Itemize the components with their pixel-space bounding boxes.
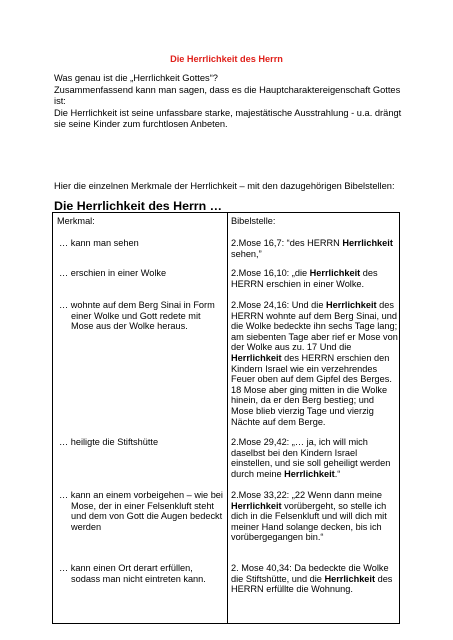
feature-cell: [59, 268, 223, 279]
section-heading: Die Herrlichkeit des Herrn …: [54, 199, 223, 213]
reference-text: .“: [334, 468, 341, 479]
reference-emphasis: Herrlichkeit: [231, 352, 282, 363]
feature-cell: [59, 300, 223, 332]
reference-emphasis: Herrlichkeit: [324, 573, 376, 584]
reference-text: 2. Mose 40,34: Da bedeckte die Wolke die Stiftshütte, und die: [231, 563, 389, 584]
features-table: [52, 212, 400, 624]
feature-cell: [59, 437, 223, 448]
reference-cell: [231, 300, 399, 427]
intro-question: Was genau ist die „Herrlichkeit Gottes“?: [54, 73, 218, 83]
reference-emphasis: Herrlichkeit: [284, 468, 335, 479]
reference-text: des HERRN erschien den Kindern Israel wie ein verzehrendes Feuer oben auf dem Gipfel des Berges. 18 Mose aber ging mitten in die Wolke hinein, da er den Berg bestieg; und Mose blieb vierzig Tage und vierzig Nächte auf dem Berge.: [231, 352, 392, 427]
feature-text: … kann an einem vorbeigehen – wie bei Mose, der in einer Felsenkluft steht und dem von Gott die Augen bedeckt werden: [59, 490, 223, 532]
intro-paragraph: [54, 73, 414, 131]
page-title: Die Herrlichkeit des Herrn: [170, 54, 283, 64]
reference-text: 2.Mose 16,7: “des HERRN: [231, 238, 343, 248]
intro-summary: Zusammenfassend kann man sagen, dass es die Hauptcharaktereigenschaft Gottes ist:: [54, 84, 401, 107]
header-bibelstelle: Bibelstelle:: [231, 216, 276, 226]
reference-emphasis: Herrlichkeit: [309, 268, 361, 278]
reference-cell: [231, 563, 399, 595]
column-divider: [227, 213, 228, 623]
feature-text: … erschien in einer Wolke: [59, 268, 167, 278]
feature-text: … kann einen Ort derart erfüllen, sodass man nicht eintreten kann.: [59, 563, 206, 584]
feature-cell: [59, 563, 223, 584]
header-merkmal: Merkmal:: [57, 216, 95, 226]
reference-cell: [231, 238, 399, 259]
feature-text: … wohnte auf dem Berg Sinai in Form einer Wolke und Gott redete mit Mose aus der Wolke heraus.: [59, 300, 215, 332]
reference-text: vorübergeht, so stelle ich dich in die Felsenkluft und will dich mit meiner Hand solange decken, bis ich vorübergegangen bin.“: [231, 500, 387, 543]
reference-cell: [231, 437, 399, 479]
reference-text: des HERRN erfüllte die Wohnung.: [231, 573, 393, 595]
reference-text: 2.Mose 29,42: „… ja, ich will mich daselbst bei den Kindern Israel einstellen, und sie soll geheiligt werden durch meine: [231, 437, 391, 479]
reference-text: 2.Mose 16,10: „die: [231, 268, 310, 278]
feature-cell: [59, 490, 223, 532]
reference-emphasis: Herrlichkeit: [231, 500, 282, 511]
reference-text: des HERRN erschien in einer Wolke.: [231, 268, 378, 289]
reference-emphasis: Herrlichkeit: [342, 238, 393, 248]
intro-definition: Die Herrlichkeit ist seine unfassbare starke, majestätische Ausstrahlung - u.a. drängt sie seine Kinder zum furchtlosen Anbeten.: [54, 107, 402, 130]
reference-emphasis: Herrlichkeit: [326, 300, 377, 310]
feature-cell: [59, 238, 223, 249]
feature-text: … heiligte die Stiftshütte: [59, 437, 159, 447]
reference-text: sehen,”: [231, 248, 262, 259]
reference-text: 2.Mose 24,16: Und die: [231, 300, 326, 310]
reference-text: 2.Mose 33,22: „22 Wenn dann meine: [231, 490, 383, 500]
reference-cell: [231, 268, 399, 289]
reference-cell: [231, 490, 399, 543]
lead-text: Hier die einzelnen Merkmale der Herrlichkeit – mit den dazugehörigen Bibelstellen:: [54, 181, 395, 191]
feature-text: … kann man sehen: [59, 238, 139, 248]
reference-text: des HERRN wohnte auf dem Berg Sinai, und die Wolke bedeckte ihn sechs Tage lang; am siebenten Tage aber rief er Mose von der Wolke aus zu. 17 Und die: [231, 300, 398, 353]
